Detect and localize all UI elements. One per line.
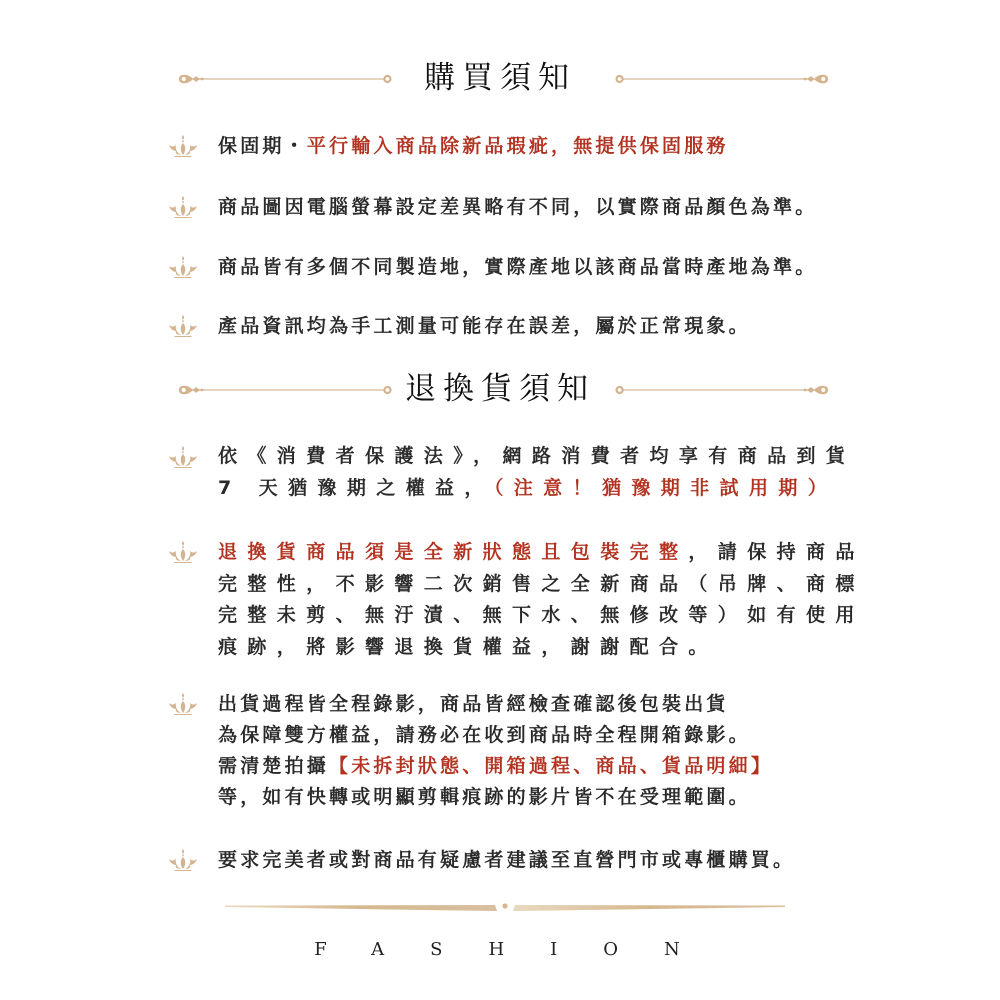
text-highlight: 退換貨商品須是全新狀態且包裝完整 (218, 541, 689, 563)
return-item-text (218, 689, 773, 813)
return-item-text: 要求完美者或對商品有疑慮者建議至直營門市或專櫃購買。 (218, 849, 796, 871)
purchase-item-text: 產品資訊均為手工測量可能存在誤差，屬於正常現象。 (218, 315, 751, 337)
return-item-text (218, 537, 865, 663)
return-notice-title: 退換貨須知 (405, 371, 595, 407)
text-line (218, 751, 773, 782)
text-plain: 7 天猶豫期之權益， (218, 476, 494, 499)
text-line: 完整性，不影響二次銷售之全新商品（吊牌、商標 (218, 572, 865, 595)
purchase-item-color (168, 194, 868, 222)
purchase-item-text: 商品圖因電腦螢幕設定差異略有不同，以實際商品顏色為準。 (218, 196, 818, 218)
purchase-item-warranty (168, 133, 868, 161)
text-line: 出貨過程皆全程錄影，商品皆經檢查確認後包裝出貨 (218, 693, 729, 715)
text-line: 完整未剪、無汙漬、無下水、無修改等）如有使用 (218, 604, 865, 626)
warranty-highlight: 平行輸入商品除新品瑕疵，無提供保固服務 (306, 135, 729, 157)
ornament-right-icon (610, 383, 830, 397)
lotus-ornament-icon (168, 541, 198, 563)
return-item-text (218, 441, 855, 504)
text-line (218, 537, 865, 569)
ornament-right-icon (610, 72, 830, 86)
gold-divider-icon (225, 900, 785, 916)
purchase-item-text (218, 133, 729, 159)
lotus-ornament-icon (168, 446, 198, 468)
return-item-unboxing-video (168, 691, 868, 819)
text-highlight: （注意！猶豫期非試用期） (493, 476, 838, 499)
purchase-item-origin (168, 254, 868, 282)
return-notice-header (0, 369, 1000, 409)
text-line (218, 473, 855, 505)
text-line: 為保障雙方權益，請務必在收到商品時全程開箱錄影。 (218, 724, 751, 746)
return-item-condition (168, 539, 868, 667)
purchase-notice-header (0, 58, 1000, 98)
text-line: 依《消費者保護法》，網路消費者均享有商品到貨 (218, 445, 856, 467)
brand-wordmark: FASHION (314, 939, 726, 960)
text-highlight: 【未拆封狀態、開箱過程、商品、貨品明細】 (329, 755, 774, 777)
purchase-notice-title: 購買須知 (424, 60, 576, 96)
purchase-item-measurement (168, 313, 868, 341)
text-line: 等，如有快轉或明顯剪輯痕跡的影片皆不在受理範圍。 (218, 786, 751, 808)
lotus-ornament-icon (168, 315, 198, 337)
return-item-cooling-off (168, 444, 868, 508)
text-plain: 需清楚拍攝 (218, 755, 330, 777)
lotus-ornament-icon (168, 196, 198, 218)
lotus-ornament-icon (168, 693, 198, 715)
lotus-ornament-icon (168, 849, 198, 871)
return-item-store-suggestion (168, 847, 868, 875)
text-plain: ，請保持商品 (688, 541, 865, 563)
text-line: 痕跡，將影響退換貨權益，謝謝配合。 (218, 635, 718, 658)
purchase-item-text: 商品皆有多個不同製造地，實際產地以該商品當時產地為準。 (218, 256, 818, 278)
warranty-label: 保固期・ (218, 135, 307, 157)
lotus-ornament-icon (168, 256, 198, 278)
lotus-ornament-icon (168, 135, 198, 157)
